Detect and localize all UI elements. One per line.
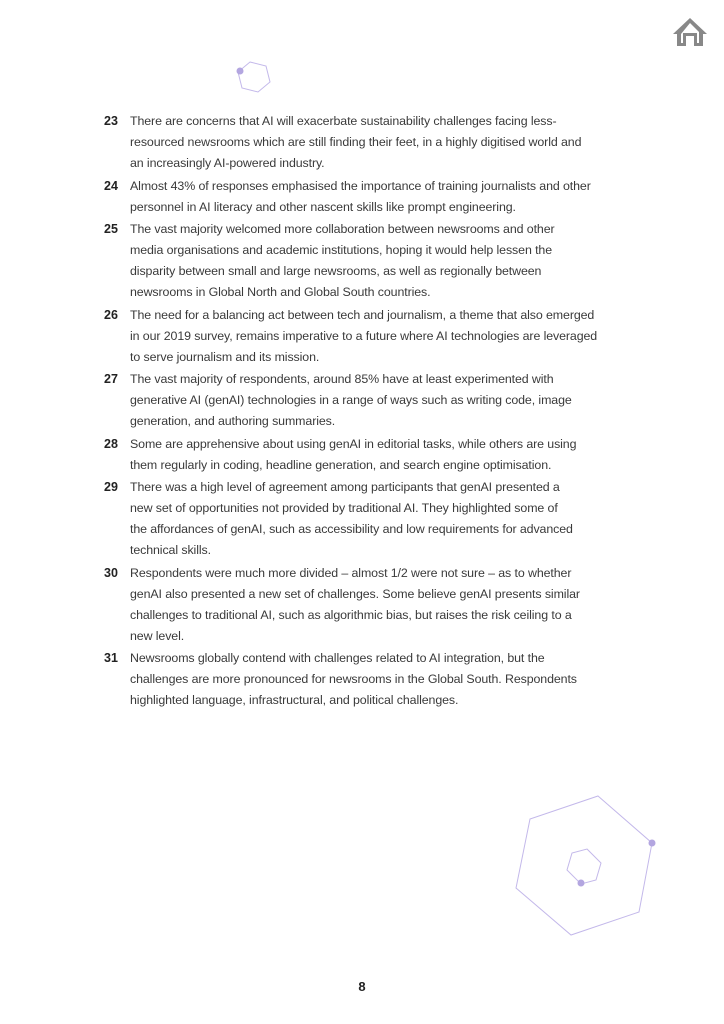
text-line: The vast majority welcomed more collaboration between newsrooms and other xyxy=(130,222,555,236)
text-line: Some are apprehensive about using genAI in editorial tasks, while others are using xyxy=(130,436,577,451)
item-text xyxy=(130,563,580,647)
item-number: 26 xyxy=(104,307,118,322)
text-line: generation, and authoring summaries. xyxy=(130,414,336,428)
text-line: technical skills. xyxy=(130,543,211,557)
text-line: challenges are more pronounced for newsrooms in the Global South. Respondents xyxy=(130,672,577,686)
item-text xyxy=(130,477,573,561)
text-line: Almost 43% of responses emphasised the importance of training journalists and other xyxy=(130,178,591,193)
item-number: 25 xyxy=(104,222,118,236)
text-line: the affordances of genAI, such as accessibility and low requirements for advanced xyxy=(130,522,573,536)
text-line: media organisations and academic institutions, hoping it would help lessen the xyxy=(130,243,553,257)
item-number: 30 xyxy=(104,565,118,580)
list-item xyxy=(104,219,634,303)
text-line: genAI also presented a new set of challenges. Some believe genAI presents similar xyxy=(130,586,580,601)
text-line: resourced newsrooms which are still finding their feet, in a highly digitised world and xyxy=(130,135,582,149)
item-text xyxy=(130,434,576,476)
text-line: The need for a balancing act between tech and journalism, a theme that also emerged xyxy=(130,307,595,322)
item-text xyxy=(130,176,591,218)
item-number: 24 xyxy=(104,178,118,193)
item-text xyxy=(130,369,572,432)
text-line: Newsrooms globally contend with challenges related to AI integration, but the xyxy=(130,651,545,665)
item-number: 28 xyxy=(104,436,118,451)
item-number: 23 xyxy=(104,114,118,128)
text-line: to serve journalism and its mission. xyxy=(130,349,320,364)
list-item xyxy=(104,305,634,368)
page-number: 8 xyxy=(358,979,366,994)
text-line: generative AI (genAI) technologies in a range of ways such as writing code, image xyxy=(130,393,572,407)
list-item xyxy=(104,563,634,647)
item-text xyxy=(130,111,581,174)
text-line: challenges to traditional AI, such as algorithmic bias, but raises the risk ceiling to a xyxy=(130,607,572,622)
text-line: in our 2019 survey, remains imperative to a future where AI technologies are leveraged xyxy=(130,328,598,343)
list-item xyxy=(104,369,634,432)
item-text xyxy=(130,219,555,303)
text-line: new level. xyxy=(130,628,185,643)
item-text xyxy=(130,305,597,368)
text-line: an increasingly AI-powered industry. xyxy=(130,156,325,170)
list-item xyxy=(104,648,634,711)
list-item xyxy=(104,434,634,476)
text-line: new set of opportunities not provided by traditional AI. They highlighted some of xyxy=(130,501,558,515)
findings-list xyxy=(104,111,634,713)
item-number: 31 xyxy=(104,651,118,665)
list-item xyxy=(104,111,634,174)
list-item xyxy=(104,176,634,218)
list-item xyxy=(104,477,634,561)
text-line: disparity between small and large newsrooms, as well as regionally between xyxy=(130,264,542,278)
text-line: newsrooms in Global North and Global South countries. xyxy=(130,285,431,299)
item-text xyxy=(130,648,577,711)
text-line: them regularly in coding, headline generation, and search engine optimisation. xyxy=(130,457,552,472)
text-line: There are concerns that AI will exacerbate sustainability challenges facing less- xyxy=(130,114,557,128)
text-line: Respondents were much more divided – almost 1/2 were not sure – as to whether xyxy=(130,565,572,580)
text-line: The vast majority of respondents, around 85% have at least experimented with xyxy=(130,372,554,386)
text-line: There was a high level of agreement among participants that genAI presented a xyxy=(130,480,560,494)
text-line: highlighted language, infrastructural, and political challenges. xyxy=(130,693,459,707)
text-line: personnel in AI literacy and other nascent skills like prompt engineering. xyxy=(130,199,516,214)
item-number: 27 xyxy=(104,372,118,386)
item-number: 29 xyxy=(104,480,118,494)
